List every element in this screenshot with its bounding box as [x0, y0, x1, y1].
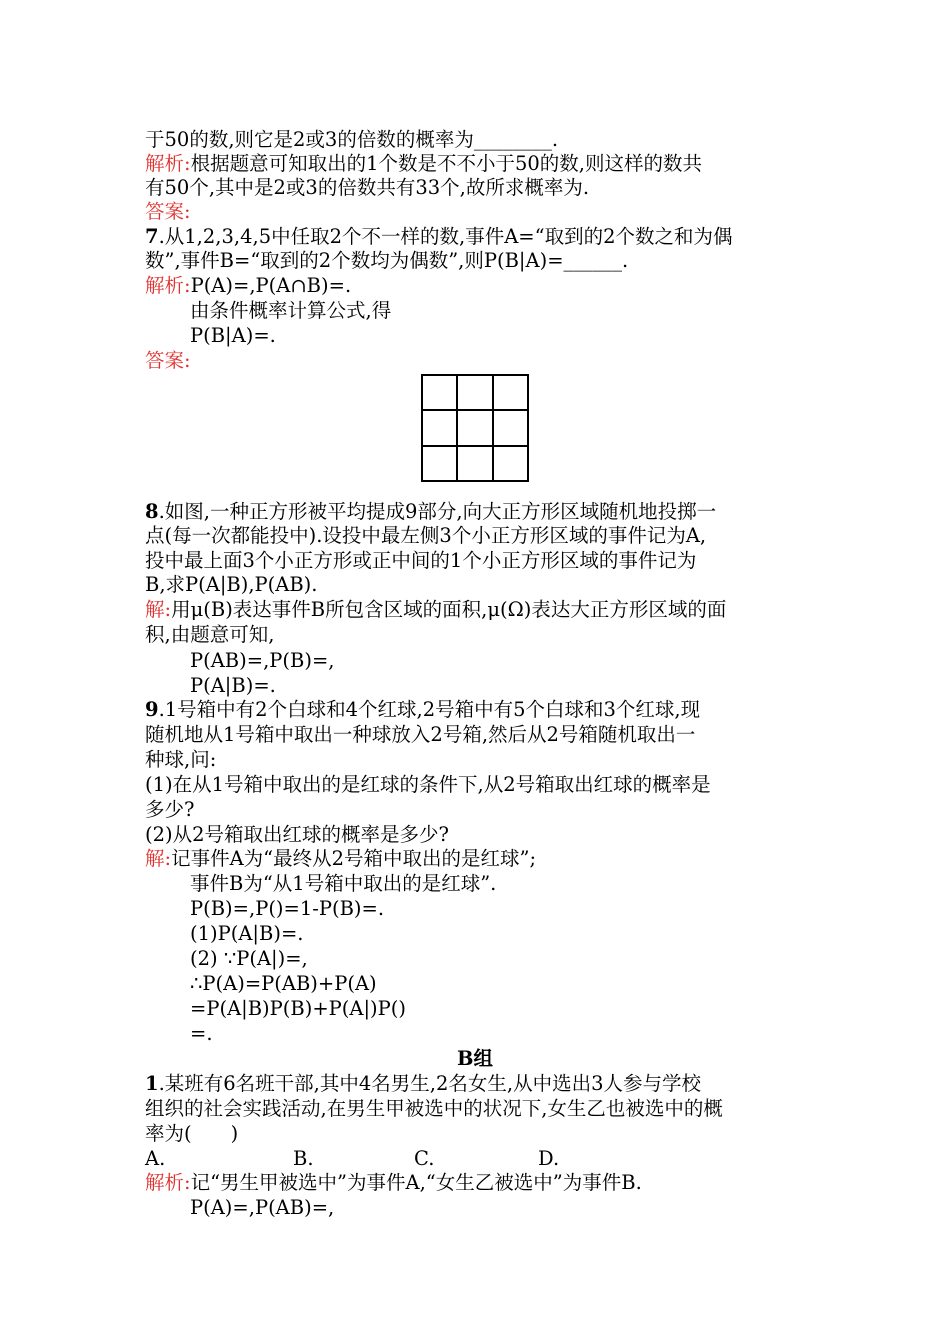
text-line: 于50的数,则它是2或3的倍数的概率为________. [145, 128, 559, 151]
text-line: (1)在从1号箱中取出的是红球的条件下,从2号箱取出红球的概率是 [145, 773, 711, 796]
answer-label: 答案: [145, 349, 191, 372]
text-line: 种球,问: [145, 748, 217, 771]
option-c: C. [414, 1147, 435, 1170]
text-line: 数”,事件B=“取到的2个数均为偶数”,则P(B|A)=______. [145, 249, 629, 272]
text-line: (1)P(A|B)=. [190, 922, 304, 945]
question-7: 7.从1,2,3,4,5中任取2个不一样的数,事件A=“取到的2个数之和为偶 [145, 225, 733, 248]
question-9: 9.1号箱中有2个白球和4个红球,2号箱中有5个白球和3个红球,现 [145, 698, 701, 721]
text-line: 随机地从1号箱中取出一种球放入2号箱,然后从2号箱随机取出一 [145, 723, 696, 746]
text-line: 点(每一次都能投中).设投中最左侧3个小正方形区域的事件记为A, [145, 524, 707, 547]
solution-label: 解: [145, 847, 172, 870]
text-line: 积,由题意可知, [145, 623, 275, 646]
section-heading: B组 [457, 1047, 493, 1070]
text-line: (2) ∵P(A|)=, [190, 947, 308, 970]
text-line: P(B)=,P()=1-P(B)=. [190, 897, 385, 920]
text-line: 事件B为“从1号箱中取出的是红球”. [190, 872, 497, 895]
text-line: 由条件概率计算公式,得 [190, 299, 392, 322]
text-line: =P(A|B)P(B)+P(A|)P() [190, 997, 406, 1020]
question-8: 8.如图,一种正方形被平均提成9部分,向大正方形区域随机地投掷一 [145, 500, 717, 523]
text-line: =. [190, 1022, 213, 1045]
text-line: ∴P(A)=P(AB)+P(A) [190, 972, 377, 995]
text-line: 多少? [145, 798, 195, 821]
text-line: (2)从2号箱取出红球的概率是多少? [145, 823, 449, 846]
text-line: P(A|B)=. [190, 674, 276, 697]
solution-label: 解: [145, 598, 172, 621]
text-line: 投中最上面3个小正方形或正中间的1个小正方形区域的事件记为 [145, 549, 697, 572]
text-line: 解析:P(A)=,P(A∩B)=. [145, 274, 352, 297]
solution-label: 解析: [145, 1171, 191, 1194]
solution-label: 解析: [145, 152, 191, 175]
text-line: 率为( ) [145, 1122, 239, 1145]
option-b: B. [293, 1147, 314, 1170]
text-line: 解析:记“男生甲被选中”为事件A,“女生乙被选中”为事件B. [145, 1171, 642, 1194]
text-line: B,求P(A|B),P(AB). [145, 573, 318, 596]
answer-label: 答案: [145, 200, 191, 223]
option-d: D. [538, 1147, 560, 1170]
text-line: 组织的社会实践活动,在男生甲被选中的状况下,女生乙也被选中的概 [145, 1097, 723, 1120]
text-line: P(AB)=,P(B)=, [190, 649, 335, 672]
text-line: P(A)=,P(AB)=, [190, 1196, 335, 1219]
text-line: P(B|A)=. [190, 324, 276, 347]
text-line: 解析:根据题意可知取出的1个数是不不小于50的数,则这样的数共 [145, 152, 702, 175]
solution-label: 解析: [145, 274, 191, 297]
text-line: 解:用μ(B)表达事件B所包含区域的面积,μ(Ω)表达大正方形区域的面 [145, 598, 727, 621]
question-b1: 1.某班有6名班干部,其中4名男生,2名女生,从中选出3人参与学校 [145, 1072, 701, 1095]
text-line: 有50个,其中是2或3的倍数共有33个,故所求概率为. [145, 176, 590, 199]
nine-square-grid-figure [421, 374, 529, 482]
text-line: 解:记事件A为“最终从2号箱中取出的是红球”; [145, 847, 537, 870]
option-a: A. [145, 1147, 166, 1170]
